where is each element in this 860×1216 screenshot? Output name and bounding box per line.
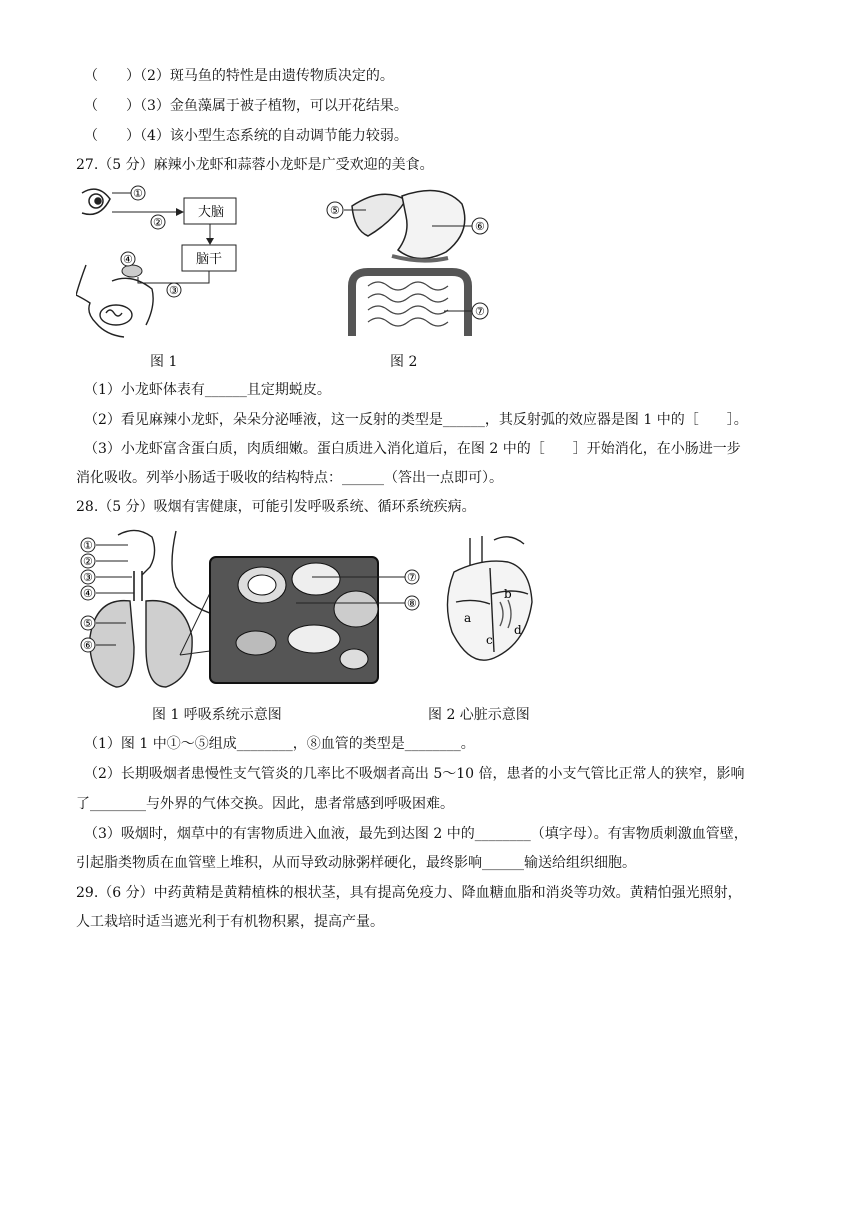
large-intestine-drawing <box>352 272 468 336</box>
q29-line-1: 29.（6 分）中药黄精是黄精植株的根状茎，具有提高免疫力、降血糖血脂和消炎等功效。黄精怕强光照射， <box>76 885 742 901</box>
q28-figure-1-caption: 图 1 呼吸系统示意图 <box>152 707 282 723</box>
q28-sub-3-line-1: （3）吸烟时，烟草中的有害物质进入血液，最先到达图 2 中的________（填字母）。有害物质刺激血管壁， <box>84 826 748 842</box>
q27-sub-1: （1）小龙虾体表有______且定期蜕皮。 <box>84 382 331 398</box>
face-profile-drawing <box>76 265 153 337</box>
q27-sub-3-line-2: 消化吸收。列举小肠适于吸收的结构特点：______（答出一点即可）。 <box>76 470 503 486</box>
q28-sub-2-line-1: （2）长期吸烟者患慢性支气管炎的几率比不吸烟者高出 5～10 倍，患者的小支气管比正常人的狭窄，影响 <box>84 766 745 782</box>
q28-figure-1-respiratory-system <box>76 527 426 697</box>
trachea-drawing <box>134 571 142 601</box>
heart-label-b: b <box>504 587 512 601</box>
q26-item-4: （ ）（4）该小型生态系统的自动调节能力较弱。 <box>84 128 408 144</box>
q28-sub-2-line-2: 了________与外界的气体交换。因此，患者常感到呼吸困难。 <box>76 796 454 812</box>
q27-figure-2-digestive-system <box>322 186 494 341</box>
q27-sub-3-line-1: （3）小龙虾富含蛋白质，肉质细嫩。蛋白质进入消化道后，在图 2 中的［ ］开始消化，在小肠进一步 <box>84 441 741 457</box>
q28-sub-3-line-2: 引起脂类物质在血管壁上堆积，从而导致动脉粥样硬化，最终影响______输送给组织细胞。 <box>76 855 636 871</box>
svg-text:⑤: ⑤ <box>83 618 93 630</box>
svg-text:③: ③ <box>83 572 93 584</box>
brain-label: 大脑 <box>198 205 225 220</box>
liver-drawing <box>352 194 406 236</box>
small-intestine-drawing <box>368 282 448 326</box>
brainstem-label: 脑干 <box>196 252 223 267</box>
q26-item-3: （ ）（3）金鱼藻属于被子植物，可以开花结果。 <box>84 98 408 114</box>
label-7-resp: ⑦ <box>407 572 417 584</box>
q28-figure-2-heart <box>434 532 544 672</box>
svg-text:①: ① <box>83 540 93 552</box>
label-2: ② <box>153 217 163 229</box>
label-1: ① <box>133 188 143 200</box>
heart-label-d: d <box>514 623 522 637</box>
alveoli-magnified-drawing <box>210 557 378 683</box>
head-drawing <box>118 530 155 575</box>
eye-drawing <box>82 189 110 214</box>
q27-figure-2-caption: 图 2 <box>390 354 418 370</box>
svg-text:②: ② <box>83 556 93 568</box>
q26-item-2: （ ）（2）斑马鱼的特性是由遗传物质决定的。 <box>84 68 394 84</box>
q27-figure-1-reflex-arc <box>76 185 256 345</box>
q27-stem: 27.（5 分）麻辣小龙虾和蒜蓉小龙虾是广受欢迎的美食。 <box>76 157 434 173</box>
svg-text:⑥: ⑥ <box>83 640 93 652</box>
left-lung-drawing <box>90 601 134 687</box>
q29-line-2: 人工栽培时适当遮光利于有机物积累，提高产量。 <box>76 914 384 930</box>
label-5: ⑤ <box>330 205 340 217</box>
q27-sub-2: （2）看见麻辣小龙虾，朵朵分泌唾液，这一反射的类型是______，其反射弧的效应器是图 1 中的［ ］。 <box>84 412 748 428</box>
q27-figure-1-caption: 图 1 <box>150 354 178 370</box>
heart-label-c: c <box>486 633 493 647</box>
svg-text:④: ④ <box>83 588 93 600</box>
label-6: ⑥ <box>475 221 485 233</box>
label-3: ③ <box>169 285 179 297</box>
label-7: ⑦ <box>475 306 485 318</box>
q28-figure-2-caption: 图 2 心脏示意图 <box>428 707 530 723</box>
q28-sub-1: （1）图 1 中①～⑤组成________，⑧血管的类型是________。 <box>84 736 475 752</box>
heart-label-a: a <box>464 611 472 625</box>
label-8-resp: ⑧ <box>407 598 417 610</box>
q28-stem: 28.（5 分）吸烟有害健康，可能引发呼吸系统、循环系统疾病。 <box>76 499 476 515</box>
label-4: ④ <box>123 254 133 266</box>
stomach-drawing <box>398 191 465 259</box>
